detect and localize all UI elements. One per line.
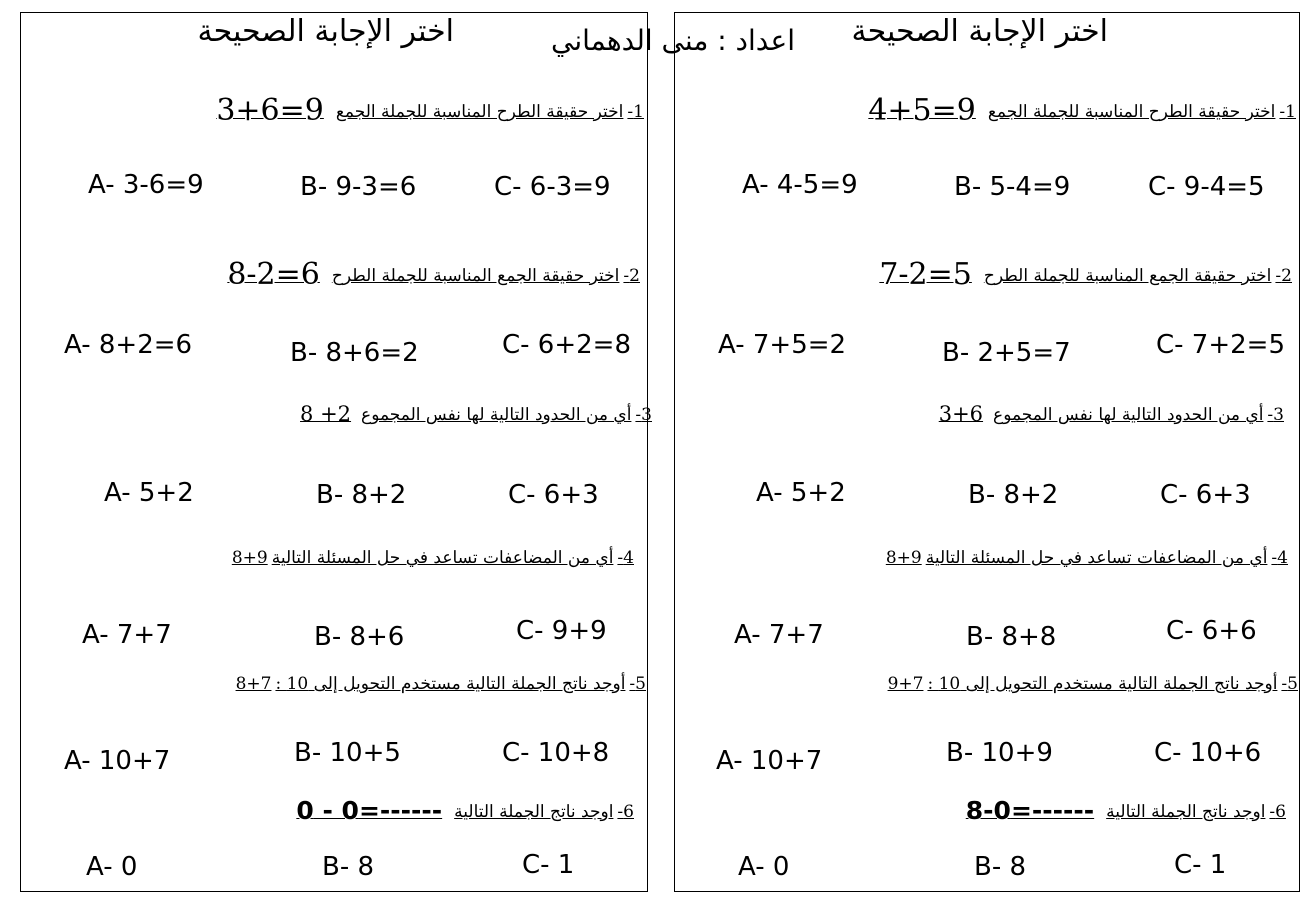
question-equation: 4+5=9 (868, 93, 976, 128)
left-question-4 (232, 550, 634, 567)
left-q2-option-b[interactable]: B- 8+6=2 (290, 338, 419, 368)
right-q4-option-a[interactable]: A- 7+7 (734, 620, 824, 650)
left-q3-option-b[interactable]: B- 8+2 (316, 480, 407, 510)
left-q3-option-a[interactable]: A- 5+2 (104, 478, 194, 508)
right-q3-option-a[interactable]: A- 5+2 (756, 478, 846, 508)
left-q2-option-c[interactable]: C- 6+2=8 (502, 330, 631, 360)
question-text: أي من المضاعفات تساعد في حل المسئلة التالية (925, 548, 1268, 568)
question-equation: 8+9 (231, 548, 268, 568)
question-equation: 8-2=6 (227, 257, 320, 292)
left-q5-option-a[interactable]: A- 10+7 (64, 746, 171, 776)
right-q1-option-b[interactable]: B- 5-4=9 (954, 172, 1071, 202)
left-q6-option-a[interactable]: A- 0 (86, 852, 138, 882)
right-q6-option-b[interactable]: B- 8 (974, 852, 1027, 882)
question-text: اوجد ناتج الجملة التالية (1106, 802, 1266, 822)
left-q6-option-c[interactable]: C- 1 (522, 850, 575, 880)
question-equation: ------=0 - 0 (296, 796, 443, 825)
question-number: 5- (1281, 674, 1298, 694)
left-question-6 (296, 798, 634, 823)
question-equation: 8+7 (235, 674, 272, 694)
question-number: 4- (617, 548, 634, 568)
left-q1-option-c[interactable]: C- 6-3=9 (494, 172, 611, 202)
left-question-1 (216, 93, 644, 128)
question-number: 6- (617, 802, 634, 822)
question-number: 1- (627, 102, 644, 122)
right-q5-option-a[interactable]: A- 10+7 (716, 746, 823, 776)
question-number: 4- (1271, 548, 1288, 568)
question-text: أوجد ناتج الجملة التالية مستخدم التحويل إلى 10 : (275, 674, 626, 694)
question-number: 2- (623, 266, 640, 286)
right-q1-option-c[interactable]: C- 9-4=5 (1148, 172, 1265, 202)
right-question-1 (868, 93, 1296, 128)
question-equation: 7-2=5 (879, 257, 972, 292)
left-q1-option-a[interactable]: A- 3-6=9 (88, 170, 204, 200)
question-equation: 3+6=9 (216, 93, 324, 128)
question-number: 5- (629, 674, 646, 694)
left-q4-option-a[interactable]: A- 7+7 (82, 620, 172, 650)
right-q2-option-b[interactable]: B- 2+5=7 (942, 338, 1071, 368)
right-q3-option-b[interactable]: B- 8+2 (968, 480, 1059, 510)
question-text: اختر حقيقة الطرح المناسبة للجملة الجمع (987, 102, 1276, 122)
right-question-3 (939, 404, 1284, 425)
question-equation: 8 +2 (300, 402, 352, 426)
question-number: 3- (1267, 405, 1284, 425)
question-text: أي من الحدود التالية لها نفس المجموع (993, 405, 1264, 425)
left-question-3 (300, 404, 652, 425)
question-text: أوجد ناتج الجملة التالية مستخدم التحويل إلى 10 : (927, 674, 1278, 694)
left-q4-option-b[interactable]: B- 8+6 (314, 622, 405, 652)
question-text: اوجد ناتج الجملة التالية (454, 802, 614, 822)
question-number: 6- (1269, 802, 1286, 822)
left-question-2 (227, 257, 640, 292)
right-q4-option-b[interactable]: B- 8+8 (966, 622, 1057, 652)
question-equation: 9+7 (887, 674, 924, 694)
left-q6-option-b[interactable]: B- 8 (322, 852, 375, 882)
question-equation: ------=8-0 (965, 796, 1095, 825)
question-number: 1- (1279, 102, 1296, 122)
left-q5-option-b[interactable]: B- 10+5 (294, 738, 401, 768)
left-question-5 (236, 676, 646, 693)
left-worksheet-heading: اختر الإجابة الصحيحة (197, 14, 454, 49)
right-q5-option-b[interactable]: B- 10+9 (946, 738, 1053, 768)
right-q1-option-a[interactable]: A- 4-5=9 (742, 170, 858, 200)
right-q4-option-c[interactable]: C- 6+6 (1166, 616, 1257, 646)
right-worksheet-heading: اختر الإجابة الصحيحة (851, 14, 1108, 49)
question-text: اختر حقيقة الطرح المناسبة للجملة الجمع (335, 102, 624, 122)
right-q3-option-c[interactable]: C- 6+3 (1160, 480, 1251, 510)
left-q2-option-a[interactable]: A- 8+2=6 (64, 330, 193, 360)
left-q5-option-c[interactable]: C- 10+8 (502, 738, 610, 768)
question-text: أي من المضاعفات تساعد في حل المسئلة التالية (271, 548, 614, 568)
right-q2-option-a[interactable]: A- 7+5=2 (718, 330, 847, 360)
question-text: اختر حقيقة الجمع المناسبة للجملة الطرح (331, 266, 620, 286)
right-q6-option-c[interactable]: C- 1 (1174, 850, 1227, 880)
left-q4-option-c[interactable]: C- 9+9 (516, 616, 607, 646)
author-credit: اعداد : منى الدهماني (551, 24, 795, 57)
left-q1-option-b[interactable]: B- 9-3=6 (300, 172, 417, 202)
question-equation: 3+6 (938, 402, 984, 426)
question-number: 2- (1275, 266, 1292, 286)
question-text: أي من الحدود التالية لها نفس المجموع (361, 405, 632, 425)
right-question-6 (966, 798, 1286, 823)
right-q6-option-a[interactable]: A- 0 (738, 852, 790, 882)
question-text: اختر حقيقة الجمع المناسبة للجملة الطرح (983, 266, 1272, 286)
right-question-4 (886, 550, 1288, 567)
question-number: 3- (635, 405, 652, 425)
right-q5-option-c[interactable]: C- 10+6 (1154, 738, 1262, 768)
right-q2-option-c[interactable]: C- 7+2=5 (1156, 330, 1285, 360)
right-question-2 (879, 257, 1292, 292)
left-q3-option-c[interactable]: C- 6+3 (508, 480, 599, 510)
right-question-5 (888, 676, 1298, 693)
question-equation: 8+9 (885, 548, 922, 568)
